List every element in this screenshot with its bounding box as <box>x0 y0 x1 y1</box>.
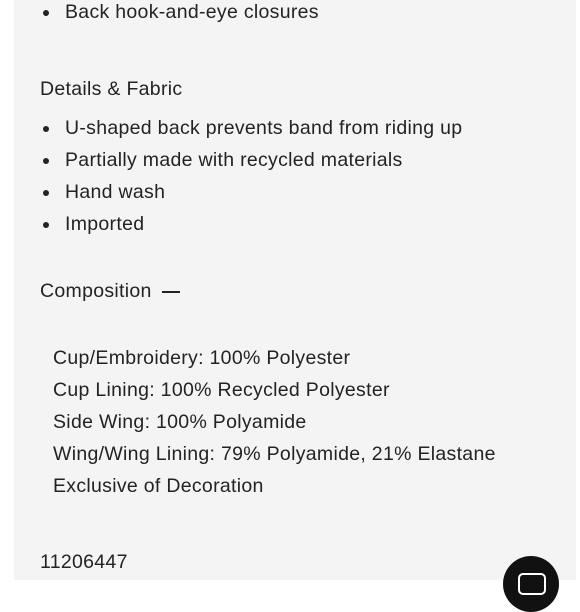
composition-heading: Composition <box>40 280 152 302</box>
minus-icon <box>162 291 180 293</box>
list-item-text: Hand wash <box>65 181 166 203</box>
list-item <box>14 0 576 28</box>
bullet-dot <box>43 158 49 164</box>
list-item-text: Partially made with recycled materials <box>65 149 403 171</box>
product-details-panel <box>14 0 576 580</box>
composition-toggle[interactable] <box>40 277 180 305</box>
composition-content <box>53 342 496 502</box>
list-item <box>14 112 576 144</box>
bullet-dot <box>43 126 49 132</box>
composition-line: Exclusive of Decoration <box>53 475 264 497</box>
list-item-text: U-shaped back prevents band from riding up <box>65 117 463 139</box>
composition-line: Cup Lining: 100% Recycled Polyester <box>53 379 390 401</box>
bullet-dot <box>43 190 49 196</box>
closure-list <box>14 0 576 28</box>
bullet-dot <box>43 10 49 16</box>
details-fabric-heading: Details & Fabric <box>40 78 183 100</box>
bullet-dot <box>43 222 49 228</box>
list-item-text: Back hook-and-eye closures <box>65 1 319 23</box>
list-item <box>14 208 576 240</box>
list-item <box>14 144 576 176</box>
details-list <box>14 112 576 240</box>
chat-bubble-icon <box>518 573 546 595</box>
composition-line: Wing/Wing Lining: 79% Polyamide, 21% Elastane <box>53 443 496 465</box>
composition-line: Side Wing: 100% Polyamide <box>53 411 307 433</box>
composition-line: Cup/Embroidery: 100% Polyester <box>53 347 351 369</box>
product-id: 11206447 <box>40 551 128 573</box>
list-item-text: Imported <box>65 213 145 235</box>
list-item <box>14 176 576 208</box>
chat-button[interactable] <box>503 556 559 612</box>
